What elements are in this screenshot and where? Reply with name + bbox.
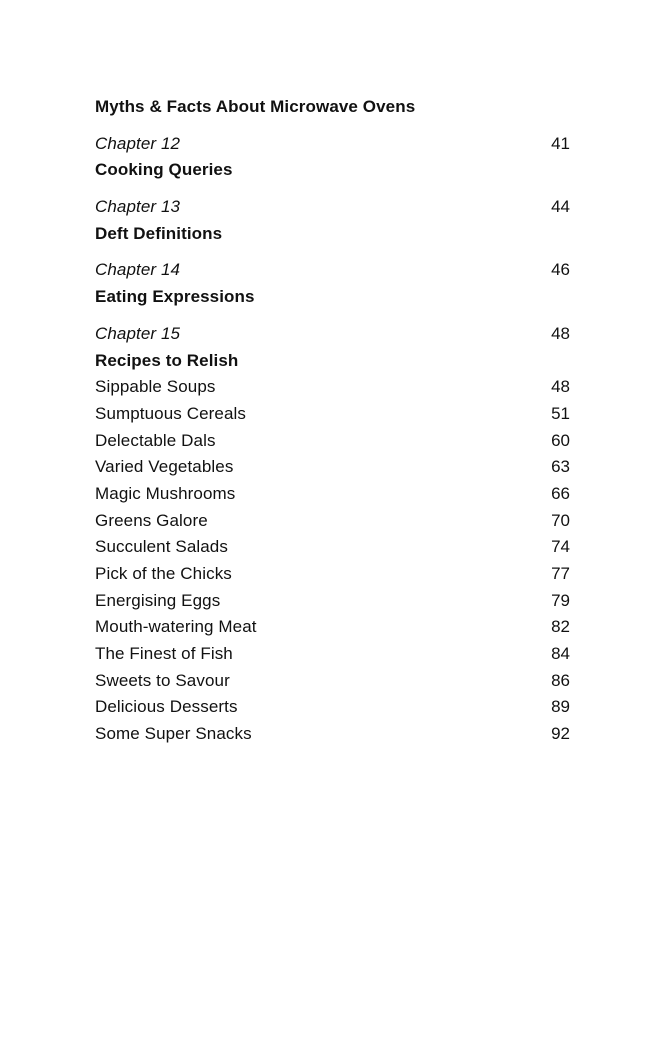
intro-heading <box>95 94 570 121</box>
toc-entry-page: 70 <box>551 510 570 530</box>
toc-entry-page: 74 <box>551 537 570 557</box>
toc-entry-page: 66 <box>551 483 570 503</box>
chapter-15-title <box>95 348 570 375</box>
toc-entry-label: Greens Galore <box>95 510 208 530</box>
chapter-12-title-label: Cooking Queries <box>95 160 233 180</box>
chapter-15-title-label: Recipes to Relish <box>95 350 239 370</box>
toc-entry <box>95 721 570 748</box>
toc-entry <box>95 614 570 641</box>
chapter-13-row <box>95 194 570 221</box>
chapter-14-label: Chapter 14 <box>95 260 181 280</box>
chapter-15-row <box>95 321 570 348</box>
toc-entry-page: 51 <box>551 403 570 423</box>
toc-entry-page: 84 <box>551 644 570 664</box>
toc-entry-label: Varied Vegetables <box>95 457 234 477</box>
toc-entry <box>95 668 570 695</box>
toc-entry-page: 89 <box>551 697 570 717</box>
toc-entry <box>95 481 570 508</box>
toc-entry <box>95 641 570 668</box>
chapter-12-title <box>95 157 570 184</box>
toc-entry-label: Magic Mushrooms <box>95 483 236 503</box>
toc-entry <box>95 508 570 535</box>
toc-entry-label: The Finest of Fish <box>95 644 233 664</box>
toc-entry <box>95 428 570 455</box>
toc-entry-page: 77 <box>551 564 570 583</box>
chapter-12-row <box>95 131 570 158</box>
toc-entry-page: 63 <box>551 457 570 477</box>
toc-entry <box>95 561 570 588</box>
chapter-14-title <box>95 284 570 311</box>
chapter-13-label: Chapter 13 <box>95 197 181 217</box>
toc-entry <box>95 694 570 721</box>
table-of-contents <box>95 94 570 748</box>
toc-entry-page: 60 <box>551 430 570 450</box>
toc-entry-label: Energising Eggs <box>95 590 221 610</box>
intro-heading-label: Myths & Facts About Microwave Ovens <box>95 97 416 116</box>
chapter-13-title <box>95 221 570 248</box>
toc-entry-label: Sweets to Savour <box>95 670 230 690</box>
toc-entry-label: Succulent Salads <box>95 537 228 557</box>
chapter-12-page: 41 <box>551 133 570 153</box>
toc-entry-page: 82 <box>551 617 570 637</box>
toc-entry-label: Mouth-watering Meat <box>95 617 257 637</box>
toc-entry <box>95 534 570 561</box>
toc-entry-label: Sumptuous Cereals <box>95 403 246 423</box>
toc-entry <box>95 588 570 615</box>
chapter-12-label: Chapter 12 <box>95 133 181 153</box>
chapter-13-title-label: Deft Definitions <box>95 223 223 243</box>
chapter-15-label: Chapter 15 <box>95 323 181 343</box>
toc-entry-label: Sippable Soups <box>95 377 216 397</box>
chapter-14-page: 46 <box>551 260 570 280</box>
toc-entry-page: 86 <box>551 670 570 690</box>
chapter-14-row <box>95 257 570 284</box>
chapter-14-title-label: Eating Expressions <box>95 287 255 307</box>
chapter-13-page: 44 <box>551 197 570 217</box>
toc-entry <box>95 401 570 428</box>
toc-entry-label: Delectable Dals <box>95 430 216 450</box>
toc-entry <box>95 454 570 481</box>
toc-entry-page: 79 <box>551 590 570 610</box>
toc-entry-page: 92 <box>551 724 570 744</box>
toc-entry-label: Some Super Snacks <box>95 724 252 744</box>
toc-entry <box>95 374 570 401</box>
toc-entry-page: 48 <box>551 377 570 397</box>
chapter-15-page: 48 <box>551 323 570 343</box>
toc-entry-label: Pick of the Chicks <box>95 564 232 583</box>
toc-entry-label: Delicious Desserts <box>95 697 238 717</box>
